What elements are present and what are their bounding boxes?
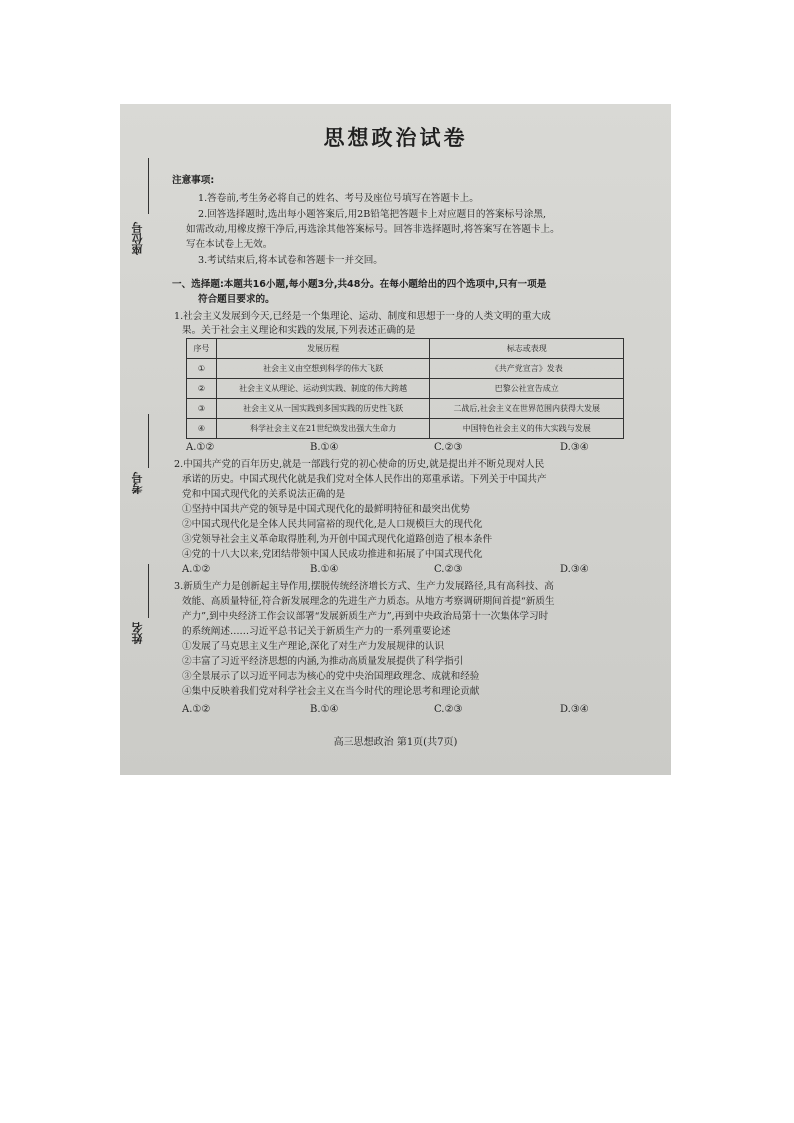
table-cell: 《共产党宣言》发表 (430, 359, 624, 379)
q1-history-table (186, 338, 624, 439)
table-cell: ④ (187, 419, 217, 439)
q3-option-a[interactable]: A.①② (182, 704, 211, 715)
q3-statement-1: ①发展了马克思主义生产理论,深化了对生产力发展规律的认识 (182, 641, 445, 652)
exam-number-blank-line (148, 414, 149, 468)
table-cell: 二战后,社会主义在世界范围内获得大发展 (430, 399, 624, 419)
exam-number-label: 考号 (131, 472, 144, 494)
q1-option-c[interactable]: C.②③ (434, 442, 463, 453)
q3-stem-line-2: 效能、高质量特征,符合新发展理念的先进生产力质态。从地方考察调研期间首提“新质生 (182, 596, 555, 607)
q2-stem-line-3: 党和中国式现代化的关系说法正确的是 (182, 489, 346, 500)
q3-option-d[interactable]: D.③④ (560, 704, 589, 715)
table-row (187, 399, 624, 419)
table-cell: ① (187, 359, 217, 379)
section-heading-line-1: 一、选择题:本题共16小题,每小题3分,共48分。在每小题给出的四个选项中,只有一项是 (172, 279, 547, 290)
notice-line-4: 写在本试卷上无效。 (186, 239, 273, 250)
q3-option-b[interactable]: B.①④ (310, 704, 339, 715)
q3-statement-3: ③全景展示了以习近平同志为核心的党中央治国理政理念、成就和经验 (182, 671, 480, 682)
q2-option-d[interactable]: D.③④ (560, 564, 589, 575)
notice-line-1: 1.答卷前,考生务必将自己的姓名、考号及座位号填写在答题卡上。 (198, 193, 479, 204)
q3-statement-4: ④集中反映着我们党对科学社会主义在当今时代的理论思考和理论贡献 (182, 686, 480, 697)
table-cell: 社会主义从理论、运动到实践、制度的伟大跨越 (216, 379, 430, 399)
table-cell: 社会主义由空想到科学的伟大飞跃 (216, 359, 430, 379)
notice-line-5: 3.考试结束后,将本试卷和答题卡一并交回。 (198, 255, 383, 266)
q3-statement-2: ②丰富了习近平经济思想的内涵,为推动高质量发展提供了科学指引 (182, 656, 464, 667)
q2-stem-line-2: 承诺的历史。中国式现代化就是我们党对全体人民作出的郑重承诺。下列关于中国共产 (182, 474, 547, 485)
table-row (187, 419, 624, 439)
exam-title: 思想政治试卷 (323, 126, 468, 150)
q2-option-b[interactable]: B.①④ (310, 564, 339, 575)
seat-blank-line (148, 158, 149, 214)
table-header-row (187, 339, 624, 359)
q2-option-c[interactable]: C.②③ (434, 564, 463, 575)
q1-option-b[interactable]: B.①④ (310, 442, 339, 453)
table-row (187, 359, 624, 379)
q1-option-d[interactable]: D.③④ (560, 442, 589, 453)
q2-option-a[interactable]: A.①② (182, 564, 211, 575)
notice-line-2: 2.回答选择题时,选出每小题答案后,用2B铅笔把答题卡上对应题目的答案标号涂黑, (198, 209, 547, 220)
name-label: 姓名 (131, 622, 144, 644)
table-cell: ② (187, 379, 217, 399)
table-cell: 巴黎公社宣告成立 (430, 379, 624, 399)
q2-stem-line-1: 2.中国共产党的百年历史,就是一部践行党的初心使命的历史,就是提出并不断兑现对人民 (174, 459, 545, 470)
table-header-cell: 发展历程 (216, 339, 430, 359)
q2-statement-3: ③党领导社会主义革命取得胜利,为开创中国式现代化道路创造了根本条件 (182, 534, 493, 545)
table-header-cell: 序号 (187, 339, 217, 359)
notice-line-3: 如需改动,用橡皮擦干净后,再选涂其他答案标号。回答非选择题时,将答案写在答题卡上。 (186, 224, 560, 235)
q2-statement-2: ②中国式现代化是全体人民共同富裕的现代化,是人口规模巨大的现代化 (182, 519, 483, 530)
q3-stem-line-3: 产力”,到中央经济工作会议部署“发展新质生产力”,再到中央政治局第十一次集体学习时 (182, 611, 549, 622)
table-header-cell: 标志或表现 (430, 339, 624, 359)
q1-stem-line-2: 果。关于社会主义理论和实践的发展,下列表述正确的是 (182, 325, 416, 336)
q2-statement-1: ①坚持中国共产党的领导是中国式现代化的最鲜明特征和最突出优势 (182, 504, 470, 515)
table-cell: 科学社会主义在21世纪焕发出强大生命力 (216, 419, 430, 439)
section-heading-line-2: 符合题目要求的。 (198, 294, 275, 305)
table-cell: 中国特色社会主义的伟大实践与发展 (430, 419, 624, 439)
q2-statement-4: ④党的十八大以来,党团结带领中国人民成功推进和拓展了中国式现代化 (182, 549, 483, 560)
notice-heading: 注意事项: (172, 175, 215, 186)
table-row (187, 379, 624, 399)
q1-option-a[interactable]: A.①② (186, 442, 215, 453)
seat-label: 座位号 (131, 222, 144, 255)
table-cell: ③ (187, 399, 217, 419)
q3-option-c[interactable]: C.②③ (434, 704, 463, 715)
name-blank-line (148, 564, 149, 618)
page-footer: 高三思想政治 第1页(共7页) (333, 737, 458, 748)
q3-stem-line-1: 3.新质生产力是创新起主导作用,摆脱传统经济增长方式、生产力发展路径,具有高科技、高 (174, 581, 554, 592)
q3-stem-line-4: 的系统阐述……习近平总书记关于新质生产力的一系列重要论述 (182, 626, 451, 637)
q1-stem-line-1: 1.社会主义发展到今天,已经是一个集理论、运动、制度和思想于一身的人类文明的重大成 (174, 311, 551, 322)
table-cell: 社会主义从一国实践到多国实践的历史性飞跃 (216, 399, 430, 419)
exam-sheet-photo (120, 104, 671, 775)
